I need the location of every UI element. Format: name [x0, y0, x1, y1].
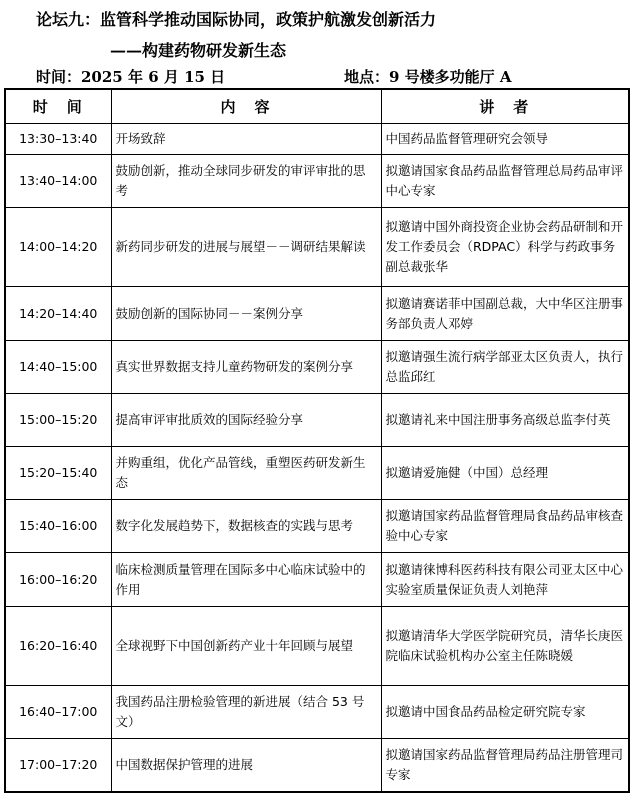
row-speaker: 拟邀请国家食品药品监督管理总局药品审评中心专家 [381, 155, 629, 208]
row-topic: 开场致辞 [111, 124, 381, 155]
table-row [5, 287, 629, 341]
table-row [5, 394, 629, 447]
row-time: 14:00–14:20 [5, 208, 111, 287]
row-speaker: 拟邀请中国食品药品检定研究院专家 [381, 686, 629, 739]
row-time: 16:00–16:20 [5, 553, 111, 607]
table-row [5, 500, 629, 553]
row-speaker: 拟邀请爱施健（中国）总经理 [381, 447, 629, 500]
row-speaker: 拟邀请国家药品监督管理局药品注册管理司专家 [381, 739, 629, 792]
schedule-table [4, 88, 630, 793]
table-row [5, 341, 629, 394]
table-row [5, 686, 629, 739]
row-time: 15:40–16:00 [5, 500, 111, 553]
table-row [5, 155, 629, 208]
row-speaker: 拟邀请徕博科医药科技有限公司亚太区中心实验室质量保证负责人刘艳萍 [381, 553, 629, 607]
table-row [5, 607, 629, 686]
row-speaker: 拟邀请赛诺菲中国副总裁，大中华区注册事务部负责人邓婷 [381, 287, 629, 341]
table-row [5, 447, 629, 500]
row-topic: 我国药品注册检验管理的新进展（结合 53 号文） [111, 686, 381, 739]
table-row [5, 124, 629, 155]
forum-title: 论坛九：监管科学推动国际协同，政策护航激发创新活力 [36, 10, 437, 29]
row-speaker: 拟邀请国家药品监督管理局食品药品审核查验中心专家 [381, 500, 629, 553]
event-location: 地点：9 号楼多功能厅 A [344, 68, 512, 86]
event-time: 时间：2025 年 6 月 15 日 [36, 68, 226, 86]
row-topic: 数字化发展趋势下，数据核查的实践与思考 [111, 500, 381, 553]
row-time: 15:00–15:20 [5, 394, 111, 447]
row-topic: 真实世界数据支持儿童药物研发的案例分享 [111, 341, 381, 394]
row-time: 16:20–16:40 [5, 607, 111, 686]
row-time: 17:00–17:20 [5, 739, 111, 792]
row-topic: 新药同步研发的进展与展望－－调研结果解读 [111, 208, 381, 287]
row-time: 15:20–15:40 [5, 447, 111, 500]
row-topic: 中国数据保护管理的进展 [111, 739, 381, 792]
row-time: 13:40–14:00 [5, 155, 111, 208]
row-time: 14:20–14:40 [5, 287, 111, 341]
header-speaker: 讲 者 [381, 89, 629, 124]
row-topic: 临床检测质量管理在国际多中心临床试验中的作用 [111, 553, 381, 607]
row-speaker: 拟邀请礼来中国注册事务高级总监李付英 [381, 394, 629, 447]
row-time: 13:30–13:40 [5, 124, 111, 155]
row-speaker: 拟邀请强生流行病学部亚太区负责人，执行总监邱红 [381, 341, 629, 394]
row-time: 14:40–15:00 [5, 341, 111, 394]
row-topic: 全球视野下中国创新药产业十年回顾与展望 [111, 607, 381, 686]
header-time: 时 间 [5, 89, 111, 124]
row-topic: 鼓励创新的国际协同－－案例分享 [111, 287, 381, 341]
table-row [5, 208, 629, 287]
table-row [5, 739, 629, 792]
header-topic: 内 容 [111, 89, 381, 124]
row-topic: 提高审评审批质效的国际经验分享 [111, 394, 381, 447]
row-speaker: 中国药品监督管理研究会领导 [381, 124, 629, 155]
table-header-row [5, 89, 629, 124]
table-row [5, 553, 629, 607]
row-topic: 并购重组，优化产品管线，重塑医药研发新生态 [111, 447, 381, 500]
row-speaker: 拟邀请中国外商投资企业协会药品研制和开发工作委员会（RDPAC）科学与药政事务副总裁张华 [381, 208, 629, 287]
forum-subtitle: ——构建药物研发新生态 [110, 41, 287, 60]
row-topic: 鼓励创新，推动全球同步研发的审评审批的思考 [111, 155, 381, 208]
row-speaker: 拟邀请清华大学医学院研究员，清华长庚医院临床试验机构办公室主任陈晓媛 [381, 607, 629, 686]
row-time: 16:40–17:00 [5, 686, 111, 739]
